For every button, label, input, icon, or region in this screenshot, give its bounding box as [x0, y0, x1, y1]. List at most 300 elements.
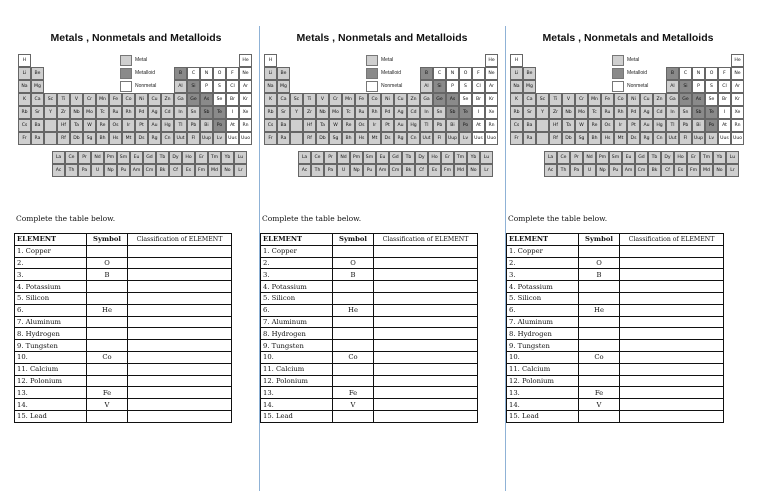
element-name-cell[interactable]: 5. Silicon — [507, 292, 579, 304]
classification-cell[interactable] — [374, 375, 478, 387]
element-cell: Uut — [174, 132, 187, 145]
classification-cell[interactable] — [620, 351, 724, 363]
element-cell: Mo — [83, 106, 96, 119]
element-cell: Pr — [570, 151, 583, 164]
table-row — [261, 292, 478, 304]
classification-cell[interactable] — [128, 351, 232, 363]
element-cell: Sr — [523, 106, 536, 119]
symbol-cell[interactable] — [333, 375, 374, 387]
classification-cell[interactable] — [128, 292, 232, 304]
classification-cell[interactable] — [374, 387, 478, 399]
element-table — [14, 233, 232, 423]
symbol-cell[interactable]: V — [333, 399, 374, 411]
element-name-cell[interactable]: 4. Potassium — [15, 281, 87, 293]
classification-cell[interactable] — [128, 245, 232, 257]
element-name-cell[interactable]: 1. Copper — [507, 245, 579, 257]
table-row — [507, 387, 724, 399]
element-name-cell[interactable]: 1. Copper — [261, 245, 333, 257]
element-cell: Pu — [363, 164, 376, 177]
classification-cell[interactable] — [128, 316, 232, 328]
element-cell: Ba — [523, 119, 536, 132]
element-cell: Zn — [161, 93, 174, 106]
classification-cell[interactable] — [620, 410, 724, 422]
element-cell: Sc — [536, 93, 549, 106]
element-cell: Fl — [679, 132, 692, 145]
element-cell: Uus — [472, 132, 485, 145]
element-cell: Nb — [316, 106, 329, 119]
column-header: ELEMENT — [507, 234, 579, 246]
classification-cell[interactable] — [128, 340, 232, 352]
element-cell: Tb — [402, 151, 415, 164]
classification-cell[interactable] — [128, 387, 232, 399]
element-cell: Pb — [187, 119, 200, 132]
element-cell: H — [264, 54, 277, 67]
symbol-cell[interactable] — [87, 316, 128, 328]
element-cell: Rg — [148, 132, 161, 145]
element-cell: Rg — [394, 132, 407, 145]
element-cell: S — [213, 80, 226, 93]
symbol-cell[interactable] — [333, 292, 374, 304]
element-cell: Lu — [726, 151, 739, 164]
classification-cell[interactable] — [620, 245, 724, 257]
classification-cell[interactable] — [620, 328, 724, 340]
element-cell: Yb — [221, 151, 234, 164]
element-name-cell[interactable]: 2. — [507, 257, 579, 269]
element-cell: Pu — [609, 164, 622, 177]
element-cell: Tm — [700, 151, 713, 164]
element-name-cell[interactable]: 5. Silicon — [15, 292, 87, 304]
symbol-cell[interactable] — [579, 292, 620, 304]
element-name-cell[interactable]: 7. Aluminum — [15, 316, 87, 328]
table-row — [507, 363, 724, 375]
element-name-cell[interactable]: 11. Calcium — [507, 363, 579, 375]
symbol-cell[interactable]: He — [579, 304, 620, 316]
symbol-cell[interactable] — [333, 328, 374, 340]
element-table — [260, 233, 478, 423]
classification-cell[interactable] — [620, 387, 724, 399]
symbol-cell[interactable]: He — [87, 304, 128, 316]
symbol-cell[interactable]: O — [87, 257, 128, 269]
element-cell: Lr — [480, 164, 493, 177]
element-cell: Mt — [122, 132, 135, 145]
element-cell: C — [679, 67, 692, 80]
element-cell: As — [692, 93, 705, 106]
symbol-cell[interactable] — [579, 328, 620, 340]
element-cell: Br — [226, 93, 239, 106]
element-cell: C — [433, 67, 446, 80]
element-name-cell[interactable]: 6. — [507, 304, 579, 316]
element-cell: Ag — [394, 106, 407, 119]
element-cell: Cs — [18, 119, 31, 132]
symbol-cell[interactable]: B — [579, 269, 620, 281]
table-row — [507, 304, 724, 316]
symbol-cell[interactable] — [87, 340, 128, 352]
classification-cell[interactable] — [620, 304, 724, 316]
classification-cell[interactable] — [374, 410, 478, 422]
legend-metal-label: Metal — [135, 57, 148, 63]
classification-cell[interactable] — [374, 269, 478, 281]
element-cell: Pm — [596, 151, 609, 164]
symbol-cell[interactable]: He — [333, 304, 374, 316]
classification-cell[interactable] — [374, 316, 478, 328]
element-cell: Zr — [303, 106, 316, 119]
element-cell: Pr — [324, 151, 337, 164]
element-cell: Uup — [692, 132, 705, 145]
element-name-cell[interactable]: 12. Polonium — [15, 375, 87, 387]
worksheet-copy-3 — [508, 30, 746, 421]
element-cell: Xe — [731, 106, 744, 119]
element-cell: Pt — [381, 119, 394, 132]
element-cell: P — [446, 80, 459, 93]
element-cell: S — [459, 80, 472, 93]
symbol-cell[interactable] — [87, 328, 128, 340]
legend-nonmetal-swatch — [612, 81, 624, 92]
element-cell: Ce — [557, 151, 570, 164]
classification-cell[interactable] — [374, 340, 478, 352]
symbol-cell[interactable]: Co — [333, 351, 374, 363]
element-name-cell[interactable]: 15. Lead — [261, 410, 333, 422]
symbol-cell[interactable] — [333, 410, 374, 422]
element-cell: Am — [376, 164, 389, 177]
element-name-cell[interactable]: 4. Potassium — [261, 281, 333, 293]
element-name-cell[interactable]: 11. Calcium — [15, 363, 87, 375]
element-cell: Al — [666, 80, 679, 93]
element-cell: Uuo — [731, 132, 744, 145]
periodic-table — [18, 54, 254, 204]
element-name-cell[interactable]: 15. Lead — [507, 410, 579, 422]
instructions: Complete the table below. — [508, 214, 608, 223]
element-name-cell[interactable]: 3. — [261, 269, 333, 281]
classification-cell[interactable] — [374, 257, 478, 269]
classification-cell[interactable] — [128, 281, 232, 293]
element-name-cell[interactable]: 10. — [261, 351, 333, 363]
classification-cell[interactable] — [374, 304, 478, 316]
element-cell: Rf — [549, 132, 562, 145]
legend-metalloid-swatch — [366, 68, 378, 79]
element-cell: Gd — [143, 151, 156, 164]
element-cell: Lr — [234, 164, 247, 177]
element-cell: W — [575, 119, 588, 132]
element-cell: Gd — [389, 151, 402, 164]
element-cell: Sm — [363, 151, 376, 164]
instructions: Complete the table below. — [16, 214, 116, 223]
classification-cell[interactable] — [620, 363, 724, 375]
element-cell: As — [446, 93, 459, 106]
classification-cell[interactable] — [128, 375, 232, 387]
element-cell: Ba — [31, 119, 44, 132]
table-row — [15, 399, 232, 411]
symbol-cell[interactable] — [333, 340, 374, 352]
element-cell: La — [52, 151, 65, 164]
element-cell: Uut — [666, 132, 679, 145]
element-cell: Zr — [57, 106, 70, 119]
element-name-cell[interactable]: 8. Hydrogen — [507, 328, 579, 340]
symbol-cell[interactable]: O — [333, 257, 374, 269]
element-name-cell[interactable]: 12. Polonium — [507, 375, 579, 387]
element-cell: Kr — [239, 93, 252, 106]
classification-cell[interactable] — [620, 340, 724, 352]
classification-cell[interactable] — [128, 269, 232, 281]
element-cell: Hf — [57, 119, 70, 132]
table-row — [15, 410, 232, 422]
element-cell: Dy — [661, 151, 674, 164]
symbol-cell[interactable] — [87, 292, 128, 304]
element-name-cell[interactable]: 12. Polonium — [261, 375, 333, 387]
element-cell: I — [718, 106, 731, 119]
symbol-cell[interactable] — [579, 340, 620, 352]
element-name-cell[interactable]: 2. — [261, 257, 333, 269]
element-cell: Os — [355, 119, 368, 132]
symbol-cell[interactable] — [579, 245, 620, 257]
element-cell: Hg — [407, 119, 420, 132]
element-cell: Es — [674, 164, 687, 177]
symbol-cell[interactable]: V — [87, 399, 128, 411]
element-cell: Sg — [575, 132, 588, 145]
element-cell: Th — [557, 164, 570, 177]
element-cell: Bh — [342, 132, 355, 145]
symbol-cell[interactable]: Fe — [87, 387, 128, 399]
symbol-cell[interactable] — [333, 245, 374, 257]
symbol-cell[interactable]: V — [579, 399, 620, 411]
classification-cell[interactable] — [374, 292, 478, 304]
element-name-cell[interactable]: 9. Tungsten — [507, 340, 579, 352]
element-cell: Es — [182, 164, 195, 177]
element-cell: Ar — [485, 80, 498, 93]
element-cell: Fr — [264, 132, 277, 145]
element-cell: Ni — [135, 93, 148, 106]
element-name-cell[interactable]: 14. — [507, 399, 579, 411]
element-cell: Th — [311, 164, 324, 177]
page-title: Metals , Nonmetals and Metalloids — [296, 32, 468, 44]
element-cell: Be — [31, 67, 44, 80]
element-cell: Po — [213, 119, 226, 132]
element-cell: Cl — [472, 80, 485, 93]
element-cell: Cn — [653, 132, 666, 145]
classification-cell[interactable] — [374, 363, 478, 375]
classification-cell[interactable] — [620, 292, 724, 304]
element-cell: Pa — [570, 164, 583, 177]
element-cell: Po — [705, 119, 718, 132]
element-cell: Uuo — [239, 132, 252, 145]
element-name-cell[interactable]: 6. — [261, 304, 333, 316]
element-cell: Dy — [415, 151, 428, 164]
symbol-cell[interactable] — [579, 363, 620, 375]
element-cell: Fr — [18, 132, 31, 145]
symbol-cell[interactable] — [333, 316, 374, 328]
symbol-cell[interactable]: Co — [579, 351, 620, 363]
symbol-cell[interactable] — [579, 316, 620, 328]
symbol-cell[interactable] — [333, 281, 374, 293]
element-cell: Cu — [394, 93, 407, 106]
element-cell: Tb — [648, 151, 661, 164]
element-cell: Bi — [446, 119, 459, 132]
element-name-cell[interactable]: 10. — [15, 351, 87, 363]
symbol-cell[interactable] — [87, 281, 128, 293]
element-cell: Po — [459, 119, 472, 132]
element-cell: Am — [130, 164, 143, 177]
element-cell: No — [467, 164, 480, 177]
element-name-cell[interactable]: 3. — [507, 269, 579, 281]
element-cell: He — [239, 54, 252, 67]
classification-cell[interactable] — [620, 316, 724, 328]
symbol-cell[interactable]: Fe — [333, 387, 374, 399]
element-cell: Si — [433, 80, 446, 93]
element-cell: Mn — [96, 93, 109, 106]
element-cell: Rb — [510, 106, 523, 119]
element-cell: Ba — [277, 119, 290, 132]
element-cell: Er — [687, 151, 700, 164]
element-name-cell[interactable]: 7. Aluminum — [261, 316, 333, 328]
element-cell: Na — [510, 80, 523, 93]
element-cell: Te — [213, 106, 226, 119]
element-name-cell[interactable]: 8. Hydrogen — [15, 328, 87, 340]
classification-cell[interactable] — [374, 245, 478, 257]
classification-cell[interactable] — [620, 257, 724, 269]
element-cell: Cu — [640, 93, 653, 106]
symbol-cell[interactable]: B — [333, 269, 374, 281]
element-cell: Li — [18, 67, 31, 80]
classification-cell[interactable] — [374, 281, 478, 293]
element-cell: Fe — [109, 93, 122, 106]
symbol-cell[interactable] — [87, 245, 128, 257]
legend-metalloid-swatch — [120, 68, 132, 79]
element-cell: Os — [109, 119, 122, 132]
element-cell: No — [221, 164, 234, 177]
table-row — [507, 281, 724, 293]
element-name-cell[interactable]: 14. — [261, 399, 333, 411]
symbol-cell[interactable] — [579, 410, 620, 422]
element-cell: Kr — [485, 93, 498, 106]
element-cell: Mo — [329, 106, 342, 119]
element-cell: Uut — [420, 132, 433, 145]
element-cell: Cr — [329, 93, 342, 106]
classification-cell[interactable] — [374, 351, 478, 363]
element-name-cell[interactable]: 6. — [15, 304, 87, 316]
element-cell: Se — [459, 93, 472, 106]
table-row — [15, 387, 232, 399]
element-name-cell[interactable]: 9. Tungsten — [15, 340, 87, 352]
element-name-cell[interactable]: 13. — [261, 387, 333, 399]
table-row — [15, 281, 232, 293]
classification-cell[interactable] — [374, 328, 478, 340]
element-cell: O — [459, 67, 472, 80]
element-name-cell[interactable]: 13. — [15, 387, 87, 399]
element-cell: Lr — [726, 164, 739, 177]
classification-cell[interactable] — [128, 304, 232, 316]
element-cell: Zn — [407, 93, 420, 106]
element-name-cell[interactable]: 8. Hydrogen — [261, 328, 333, 340]
classification-cell[interactable] — [620, 399, 724, 411]
legend-metal-label: Metal — [627, 57, 640, 63]
element-cell: Pm — [350, 151, 363, 164]
element-cell: P — [200, 80, 213, 93]
element-cell: Tm — [208, 151, 221, 164]
element-cell: K — [510, 93, 523, 106]
element-cell: I — [226, 106, 239, 119]
element-name-cell[interactable]: 7. Aluminum — [507, 316, 579, 328]
element-cell: Sm — [609, 151, 622, 164]
element-name-cell[interactable]: 15. Lead — [15, 410, 87, 422]
symbol-cell[interactable] — [333, 363, 374, 375]
element-cell: Ca — [523, 93, 536, 106]
element-cell: Pd — [627, 106, 640, 119]
element-cell: Uus — [718, 132, 731, 145]
element-name-cell[interactable]: 3. — [15, 269, 87, 281]
classification-cell[interactable] — [128, 363, 232, 375]
classification-cell[interactable] — [128, 328, 232, 340]
element-cell: Hf — [303, 119, 316, 132]
element-name-cell[interactable]: 2. — [15, 257, 87, 269]
symbol-cell[interactable] — [87, 363, 128, 375]
classification-cell[interactable] — [620, 269, 724, 281]
symbol-cell[interactable]: Co — [87, 351, 128, 363]
element-cell: Cf — [415, 164, 428, 177]
table-row — [507, 375, 724, 387]
element-cell: Mo — [575, 106, 588, 119]
element-cell: Be — [523, 67, 536, 80]
element-cell: Ga — [174, 93, 187, 106]
element-name-cell[interactable]: 10. — [507, 351, 579, 363]
worksheet-copy-1 — [16, 30, 254, 421]
element-cell: Nd — [337, 151, 350, 164]
classification-cell[interactable] — [374, 399, 478, 411]
element-name-cell[interactable]: 13. — [507, 387, 579, 399]
element-name-cell[interactable]: 4. Potassium — [507, 281, 579, 293]
element-cell: Si — [187, 80, 200, 93]
element-name-cell[interactable]: 11. Calcium — [261, 363, 333, 375]
element-name-cell[interactable]: 14. — [15, 399, 87, 411]
element-cell: Lv — [705, 132, 718, 145]
element-name-cell[interactable]: 5. Silicon — [261, 292, 333, 304]
classification-cell[interactable] — [128, 410, 232, 422]
symbol-cell[interactable]: O — [579, 257, 620, 269]
element-name-cell[interactable]: 1. Copper — [15, 245, 87, 257]
element-cell: Sr — [31, 106, 44, 119]
classification-cell[interactable] — [620, 281, 724, 293]
element-cell: Ra — [31, 132, 44, 145]
element-cell: O — [213, 67, 226, 80]
element-cell: Co — [122, 93, 135, 106]
symbol-cell[interactable] — [87, 375, 128, 387]
element-cell: Ac — [544, 164, 557, 177]
element-cell: Mn — [342, 93, 355, 106]
element-cell: Cs — [510, 119, 523, 132]
element-cell: Tl — [174, 119, 187, 132]
element-cell: Fm — [195, 164, 208, 177]
classification-cell[interactable] — [128, 399, 232, 411]
element-name-cell[interactable]: 9. Tungsten — [261, 340, 333, 352]
classification-cell[interactable] — [620, 375, 724, 387]
element-cell: Bh — [588, 132, 601, 145]
element-cell: Rn — [731, 119, 744, 132]
symbol-cell[interactable] — [87, 410, 128, 422]
element-cell: F — [226, 67, 239, 80]
classification-cell[interactable] — [128, 257, 232, 269]
symbol-cell[interactable] — [579, 281, 620, 293]
element-cell: Cs — [264, 119, 277, 132]
element-cell: Ra — [523, 132, 536, 145]
element-cell: N — [446, 67, 459, 80]
symbol-cell[interactable] — [579, 375, 620, 387]
element-cell: Mg — [31, 80, 44, 93]
element-cell: La — [544, 151, 557, 164]
symbol-cell[interactable]: B — [87, 269, 128, 281]
symbol-cell[interactable]: Fe — [579, 387, 620, 399]
element-cell: Bi — [200, 119, 213, 132]
element-cell — [536, 119, 549, 132]
element-cell: Mg — [523, 80, 536, 93]
element-cell: Tc — [588, 106, 601, 119]
